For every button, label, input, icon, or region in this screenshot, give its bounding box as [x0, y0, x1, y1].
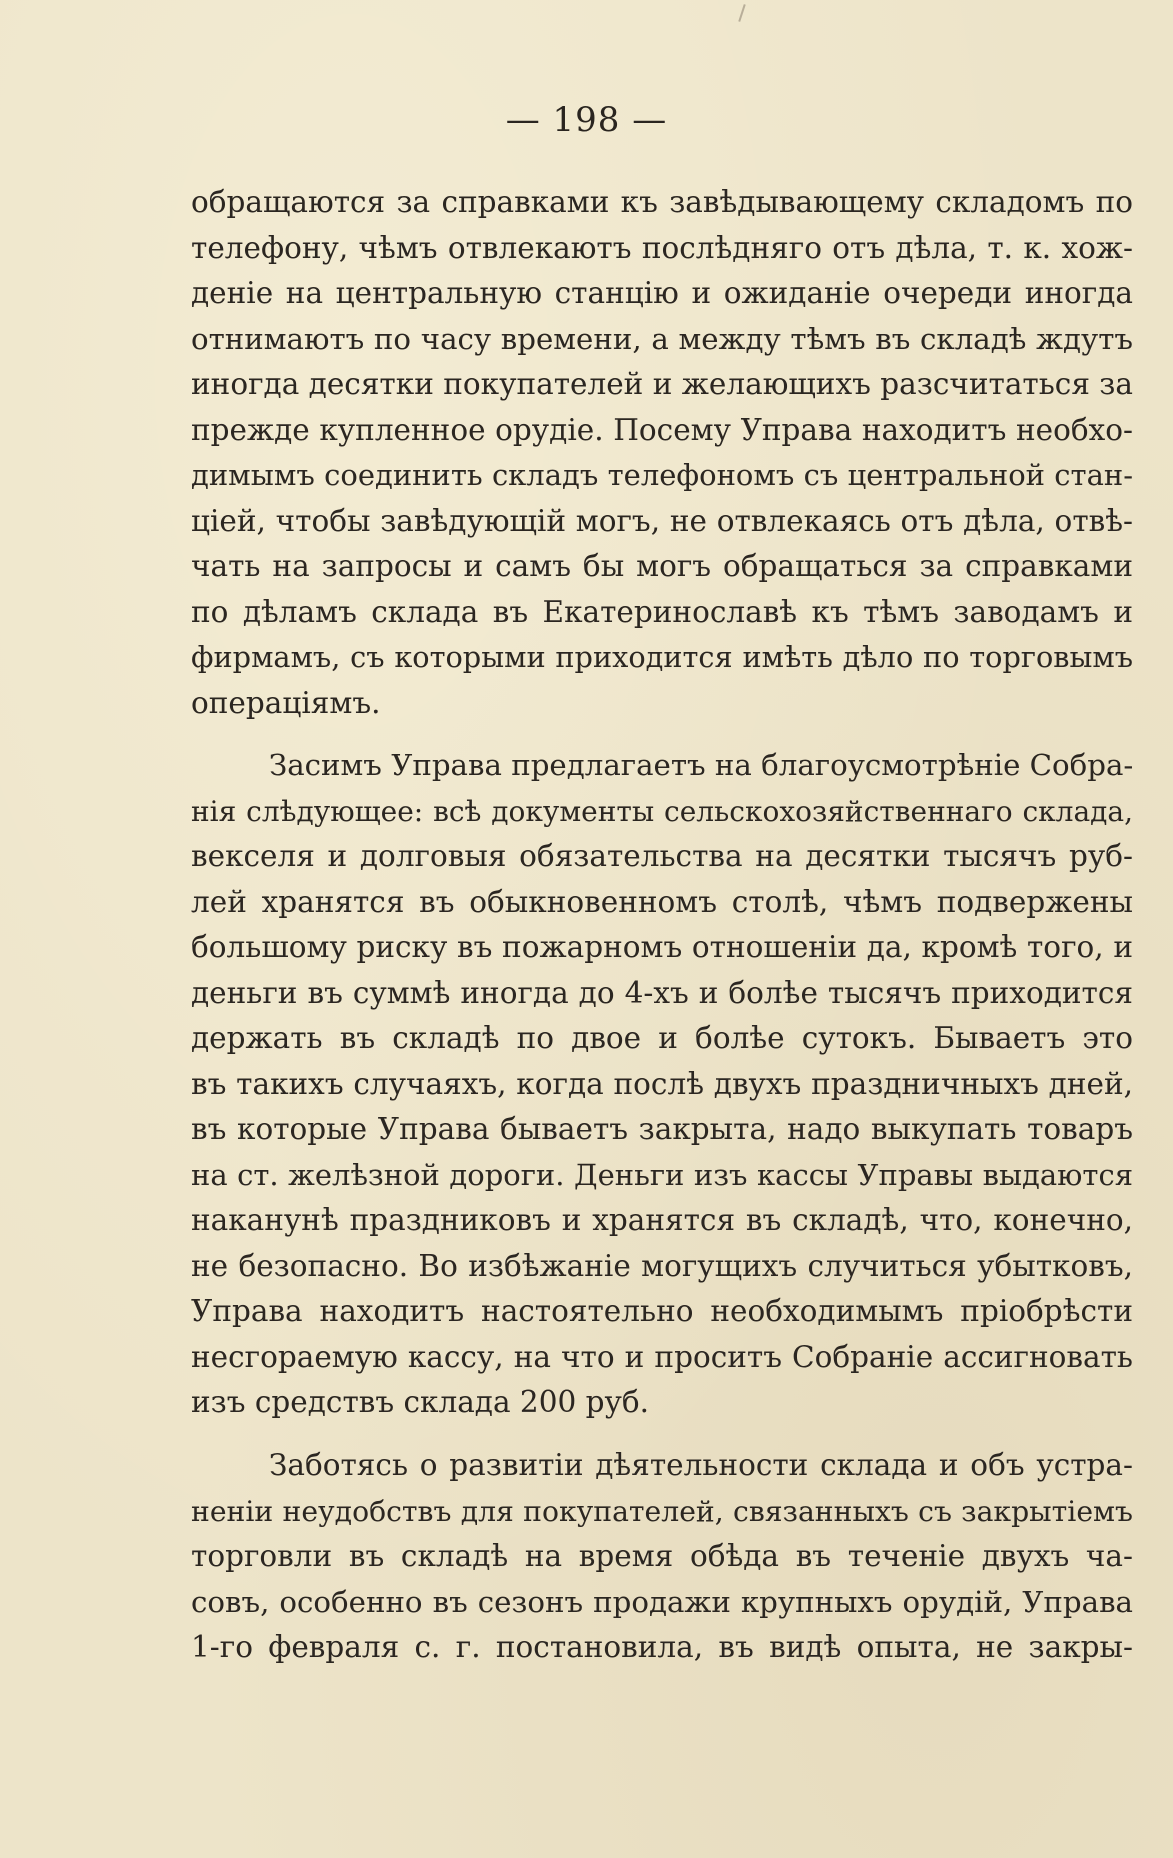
text-line: неніи неудобствъ для покупателей, связанныхъ съ закрытіемъ	[191, 1494, 1133, 1528]
pencil-mark	[738, 4, 745, 22]
text-line: нія слѣдующее: всѣ документы сельскохозяйственнаго склада,	[191, 794, 1133, 828]
text-line: Засимъ Управа предлагаетъ на благоусмотрѣніе Собра-	[269, 748, 1134, 782]
text-line: 1-го февраля с. г. постановила, въ видѣ опыта, не закры-	[191, 1630, 1133, 1664]
text-line: фирмамъ, съ которыми приходится имѣть дѣло по торговымъ	[191, 640, 1133, 674]
text-line: въ такихъ случаяхъ, когда послѣ двухъ праздничныхъ дней,	[191, 1066, 1133, 1101]
text-line: чать на запросы и самъ бы могъ обращаться за справками	[191, 549, 1133, 583]
text-line: телефону, чѣмъ отвлекаютъ послѣдняго отъ дѣла, т. к. хож-	[191, 230, 1133, 265]
text-line: димымъ соединить складъ телефономъ съ центральной стан-	[191, 458, 1133, 492]
text-line: ціей, чтобы завѣдующій могъ, не отвлекаясь отъ дѣла, отвѣ-	[191, 503, 1133, 538]
text-line: большому риску въ пожарномъ отношеніи да, кромѣ того, и	[191, 930, 1133, 964]
text-line: по дѣламъ склада въ Екатеринославѣ къ тѣмъ заводамъ и	[191, 594, 1133, 629]
text-line: деніе на центральную станцію и ожиданіе очереди иногда	[191, 276, 1133, 310]
text-line: отнимаютъ по часу времени, а между тѣмъ въ складѣ ждутъ	[191, 321, 1133, 356]
text-line: наканунѣ праздниковъ и хранятся въ складѣ, что, конечно,	[191, 1203, 1133, 1237]
text-line: обращаются за справками къ завѣдывающему складомъ по	[191, 185, 1133, 219]
text-line: торговли въ складѣ на время обѣда въ теченіе двухъ ча-	[191, 1539, 1133, 1573]
text-line: операціямъ.	[191, 685, 381, 720]
page-number: — 198 —	[505, 100, 668, 140]
text-line: держать въ складѣ по двое и болѣе сутокъ. Бываетъ это	[191, 1021, 1133, 1055]
paragraph-3	[191, 1443, 1133, 1671]
text-line: векселя и долговыя обязательства на десятки тысячъ руб-	[191, 839, 1133, 873]
text-line: прежде купленное орудіе. Посему Управа находитъ необхо-	[191, 412, 1133, 447]
text-line: иногда десятки покупателей и желающихъ разсчитаться за	[191, 367, 1133, 401]
text-line: не безопасно. Во избѣжаніе могущихъ случиться убытковъ,	[191, 1248, 1133, 1283]
text-line: изъ средствъ склада 200 руб.	[191, 1385, 649, 1419]
text-line: въ которые Управа бываетъ закрыта, надо выкупать товаръ	[191, 1112, 1133, 1146]
text-line: на ст. желѣзной дороги. Деньги изъ кассы Управы выдаются	[191, 1157, 1133, 1192]
text-line: несгораемую кассу, на что и проситъ Собраніе ассигновать	[191, 1339, 1133, 1374]
text-line: Управа находитъ настоятельно необходимымъ пріобрѣсти	[191, 1294, 1133, 1328]
text-line: совъ, особенно въ сезонъ продажи крупныхъ орудій, Управа	[191, 1584, 1133, 1619]
paragraph-2	[191, 743, 1133, 1426]
paragraph-1	[191, 180, 1133, 726]
text-line: лей хранятся въ обыкновенномъ столѣ, чѣмъ подвержены	[191, 884, 1133, 919]
text-line: Заботясь о развитіи дѣятельности склада и объ устра-	[269, 1448, 1133, 1482]
text-line: деньги въ суммѣ иногда до 4-хъ и болѣе тысячъ приходится	[191, 975, 1133, 1010]
